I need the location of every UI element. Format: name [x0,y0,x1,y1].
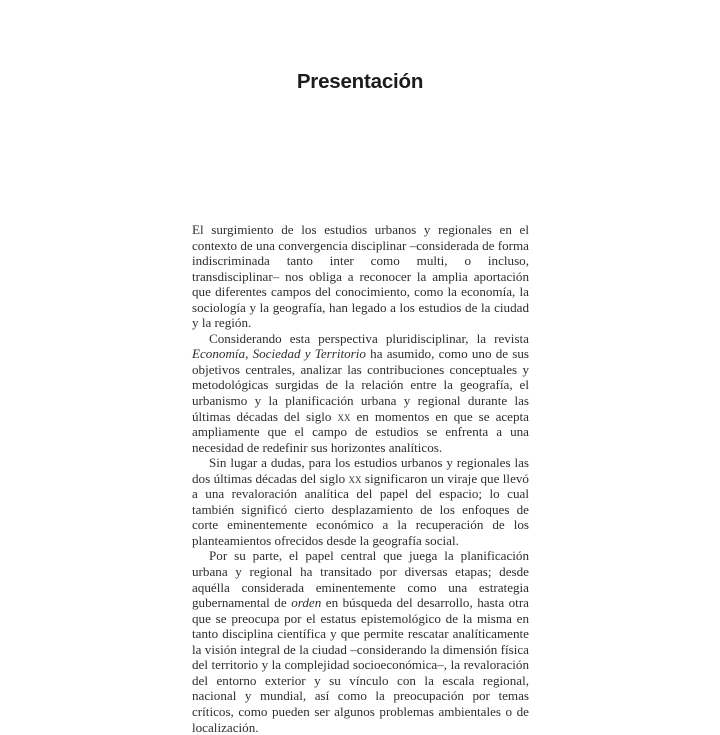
text-run: Considerando esta perspectiva pluridisciplinar, la revista [209,330,529,346]
emphasis-text: Economía, Sociedad y Territorio [192,346,366,362]
small-caps-text: xx [348,470,362,486]
body-text-block [192,222,529,735]
text-run: en búsqueda del desarrollo, hasta otra que se preocupa por el estatus epistemológico de la misma en tanto disciplina científica y que permite rescatar analíticamente la visión integral de la ciudad –considerando la dimensión física del territorio y la complejidad socioeconómica–, la revaloración del entorno exterior y su vínculo con la escala regional, nacional y mundial, así como la preocupación por temas críticos, como pueden ser algunos problemas ambientales o de localización. [192,595,529,735]
paragraph [192,222,529,331]
emphasis-text: orden [291,595,322,611]
text-run: significaron un viraje que llevó a una revaloración analítica del papel del espacio; lo cual también significó cierto desplazamiento de los enfoques de corte eminentemente económico a la recuperación de los planteamientos ofrecidos desde la geografía social. [192,470,529,548]
paragraph [192,548,529,735]
paragraph [192,331,529,455]
text-run: Por su parte, el papel central que juega la planificación urbana y regional ha transitado por diversas etapas; desde aquélla considerada eminentemente como una estrategia gubernamental de [192,548,529,611]
text-run: en momentos en que se acepta ampliamente que el campo de estudios se enfrenta a una necesidad de redefinir sus horizontes analíticos. [192,408,529,455]
page-title: Presentación [296,69,424,93]
paragraph [192,455,529,548]
small-caps-text: xx [337,408,351,424]
text-run: El surgimiento de los estudios urbanos y regionales en el contexto de una convergencia disciplinar –considerada de forma indiscriminada tanto inter como multi, o incluso, transdisciplinar– nos obliga a reconocer la amplia aportación que diferentes campos del conocimiento, como la economía, la sociología y la geografía, han legado a los estudios de la ciudad y la región. [192,222,529,331]
text-run: ha asumido, como uno de sus objetivos centrales, analizar las contribuciones conceptuales y metodológicas surgidas de la relación entre la geografía, el urbanismo y la planificación urbana y regional durante las últimas décadas del siglo [192,346,529,424]
text-run: Sin lugar a dudas, para los estudios urbanos y regionales las dos últimas décadas del siglo [192,455,529,486]
